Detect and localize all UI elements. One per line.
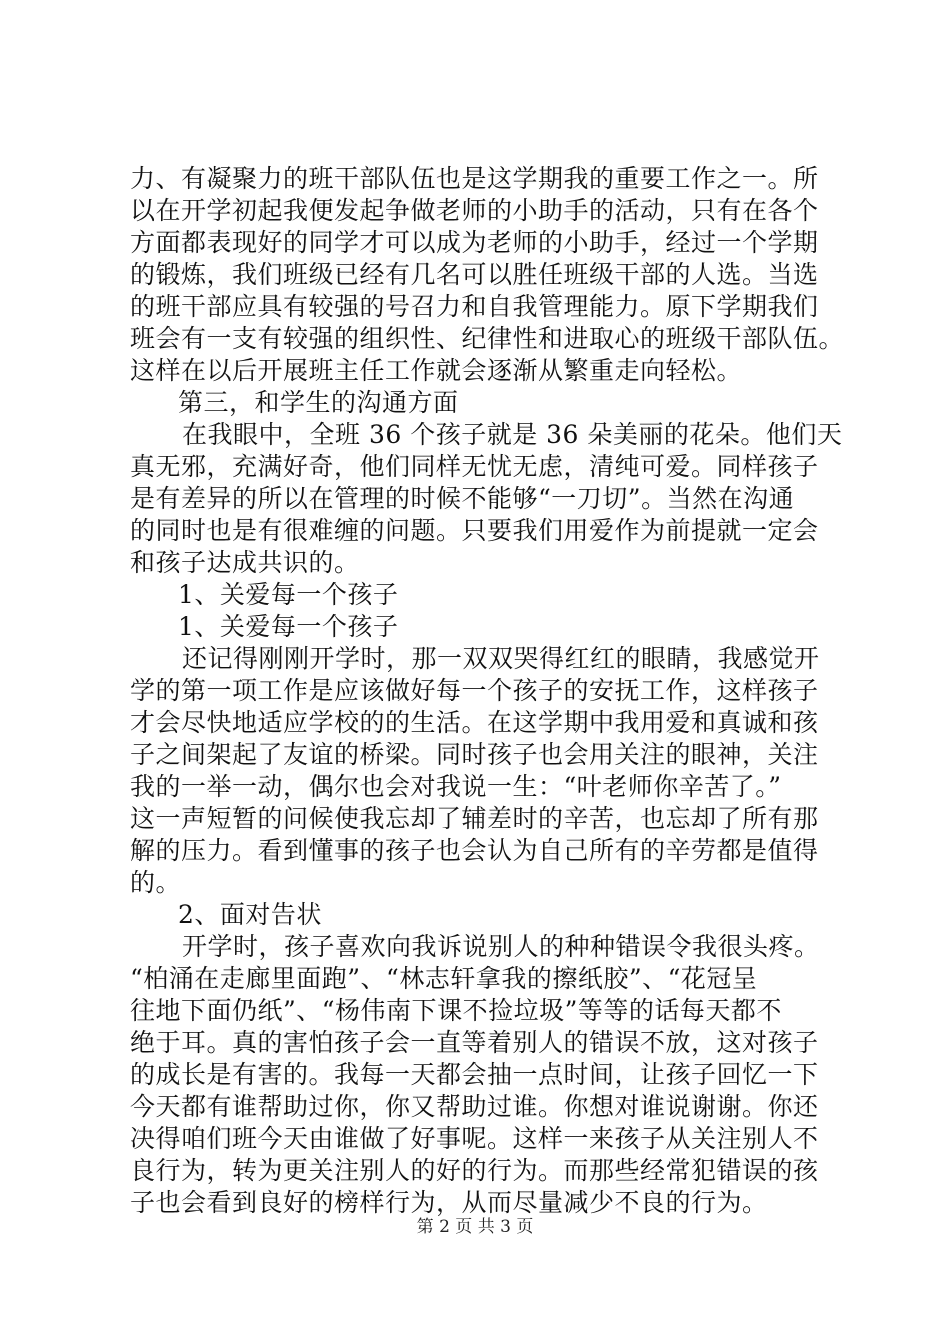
text-line: 是有差异的所以在管理的时候不能够“一刀切”。当然在沟通: [130, 484, 795, 513]
paragraph-start: 在我眼中，全班 36 个孩子就是 36 朵美丽的花朵。他们天: [182, 420, 843, 449]
text-line: 的班干部应具有较强的号召力和自我管理能力。原下学期我们: [130, 292, 819, 321]
text-line: “柏涌在走廊里面跑”、“林志轩拿我的擦纸胶”、“花冠呈: [130, 964, 758, 993]
text-line: 今天都有谁帮助过你，你又帮助过谁。你想对谁说谢谢。你还: [130, 1092, 819, 1121]
document-body: [130, 163, 845, 1219]
text-line: 力、有凝聚力的班干部队伍也是这学期我的重要工作之一。所: [130, 164, 819, 193]
subsection-heading: 1、关爱每一个孩子: [178, 612, 399, 641]
text-line: 才会尽快地适应学校的的生活。在这学期中我用爱和真诚和孩: [130, 708, 819, 737]
text-line: 这样在以后开展班主任工作就会逐渐从繁重走向轻松。: [130, 356, 743, 385]
text-line: 学的第一项工作是应该做好每一个孩子的安抚工作，这样孩子: [130, 676, 819, 705]
text-line: 绝于耳。真的害怕孩子会一直等着别人的错误不放，这对孩子: [130, 1028, 819, 1057]
subsection-heading: 2、面对告状: [178, 900, 322, 929]
text-line: 方面都表现好的同学才可以成为老师的小助手，经过一个学期: [130, 228, 819, 257]
text-line: 决得咱们班今天由谁做了好事呢。这样一来孩子从关注别人不: [130, 1124, 819, 1153]
text-line: 以在开学初起我便发起争做老师的小助手的活动，只有在各个: [130, 196, 819, 225]
paragraph-start: 还记得刚刚开学时，那一双双哭得红红的眼睛，我感觉开: [182, 644, 820, 673]
paragraph-start: 开学时，孩子喜欢向我诉说别人的种种错误令我很头疼。: [182, 932, 820, 961]
text-line: 往地下面仍纸”、“杨伟南下课不捡垃圾”等等的话每天都不: [130, 996, 782, 1025]
text-line: 子之间架起了友谊的桥梁。同时孩子也会用关注的眼神，关注: [130, 740, 819, 769]
section-heading: 第三，和学生的沟通方面: [178, 388, 459, 417]
page-number-footer: 第 2 页 共 3 页: [416, 1217, 534, 1237]
text-line: 良行为，转为更关注别人的好的行为。而那些经常犯错误的孩: [130, 1156, 819, 1185]
text-line: 解的压力。看到懂事的孩子也会认为自己所有的辛劳都是值得: [130, 836, 819, 865]
subsection-heading: 1、关爱每一个孩子: [178, 580, 399, 609]
text-line: 真无邪，充满好奇，他们同样无忧无虑，清纯可爱。同样孩子: [130, 452, 819, 481]
text-line: 这一声短暂的问候使我忘却了辅差时的辛苦，也忘却了所有那: [130, 804, 819, 833]
text-line: 和孩子达成共识的。: [130, 548, 360, 577]
text-line: 的同时也是有很难缠的问题。只要我们用爱作为前提就一定会: [130, 516, 819, 545]
text-line: 子也会看到良好的榜样行为，从而尽量减少不良的行为。: [130, 1188, 768, 1217]
text-line: 班会有一支有较强的组织性、纪律性和进取心的班级干部队伍。: [130, 324, 845, 353]
text-line: 的锻炼，我们班级已经有几名可以胜任班级干部的人选。当选: [130, 260, 819, 289]
text-line: 的。: [130, 868, 182, 897]
text-line: 我的一举一动，偶尔也会对我说一生：“叶老师你辛苦了。”: [130, 772, 782, 801]
text-line: 的成长是有害的。我每一天都会抽一点时间，让孩子回忆一下: [130, 1060, 819, 1089]
